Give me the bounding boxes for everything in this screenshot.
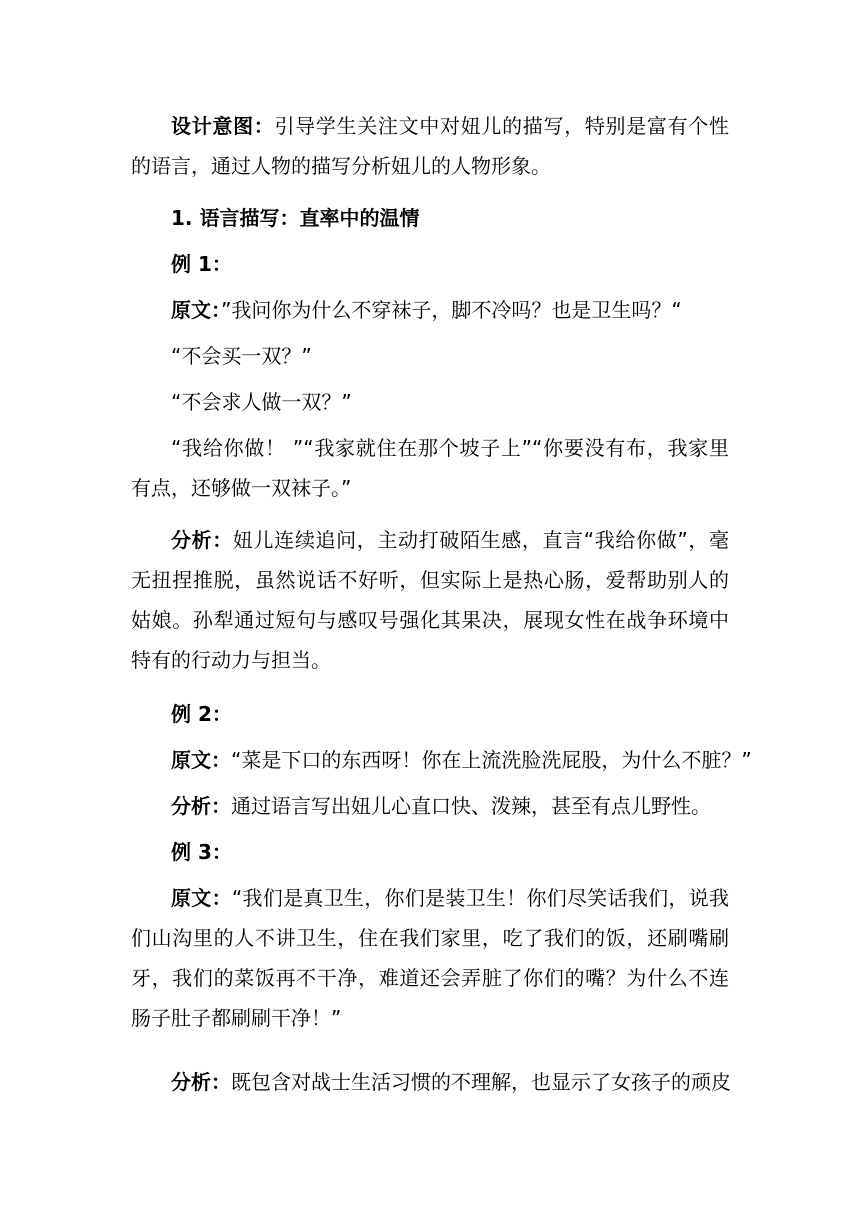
design-intent-text: 引导学生关注文中对妞儿的描写，特别是富有个性的语言，通过人物的描写分析妞儿的人物形象。 xyxy=(131,114,730,178)
original-label: 原文： xyxy=(171,748,231,772)
quote-text: “我给你做！ ”“我家就住在那个坡子上”“你要没有布，我家里有点，还够做一双袜子。” xyxy=(131,436,729,500)
example-2-label: 例 2： xyxy=(171,702,232,726)
original-label: 原文： xyxy=(171,298,221,322)
analysis-label: 分析： xyxy=(171,1070,231,1094)
example-3-label: 例 3： xyxy=(171,840,232,864)
quote-text: “不会买一双？” xyxy=(171,344,312,368)
example-1-label: 例 1： xyxy=(171,252,232,276)
analysis-label: 分析： xyxy=(171,794,231,818)
original-text: “我们是真卫生，你们是装卫生！你们尽笑话我们，说我们山沟里的人不讲卫生，住在我们家里，吃了我们的饭，还刷嘴刷牙，我们的菜饭再不干净，难道还会弄脏了你们的嘴？为什么不连肠子肚子都刷刷干净！” xyxy=(131,886,729,1030)
design-intent-paragraph xyxy=(131,106,729,186)
example-1-heading xyxy=(131,244,729,284)
original-text: “菜是下口的东西呀！你在上流洗脸洗屁股，为什么不脏？” xyxy=(231,748,752,772)
example-2-analysis xyxy=(131,786,729,826)
analysis-text: 通过语言写出妞儿心直口快、泼辣，甚至有点儿野性。 xyxy=(231,794,711,818)
example-2-heading xyxy=(131,694,729,734)
design-intent-label: 设计意图： xyxy=(171,114,275,138)
example-2-original xyxy=(131,740,752,780)
original-label: 原文： xyxy=(171,886,232,910)
example-1-analysis xyxy=(131,520,729,680)
analysis-label: 分析： xyxy=(171,528,233,552)
example-1-original-line-3 xyxy=(131,382,729,422)
section-heading-text: 1. 语言描写：直率中的温情 xyxy=(171,206,420,230)
example-1-original-line-2 xyxy=(131,336,729,376)
example-3-heading xyxy=(131,832,729,872)
example-1-original-line-1 xyxy=(131,290,729,330)
analysis-text: 既包含对战士生活习惯的不理解，也显示了女孩子的顽皮 xyxy=(231,1070,731,1094)
quote-text: “不会求人做一双？” xyxy=(171,390,352,414)
analysis-text: 妞儿连续追问，主动打破陌生感，直言“我给你做”，毫无扭捏推脱，虽然说话不好听，但实际上是热心肠，爱帮助别人的姑娘。孙犁通过短句与感叹号强化其果决，展现女性在战争环境中特有的行动力与担当。 xyxy=(131,528,729,672)
original-text: ”我问你为什么不穿袜子，脚不冷吗？也是卫生吗？“ xyxy=(221,298,682,322)
example-3-analysis xyxy=(131,1062,729,1102)
example-1-original-line-4 xyxy=(131,428,729,508)
example-3-original xyxy=(131,878,729,1038)
section-heading xyxy=(131,198,729,238)
